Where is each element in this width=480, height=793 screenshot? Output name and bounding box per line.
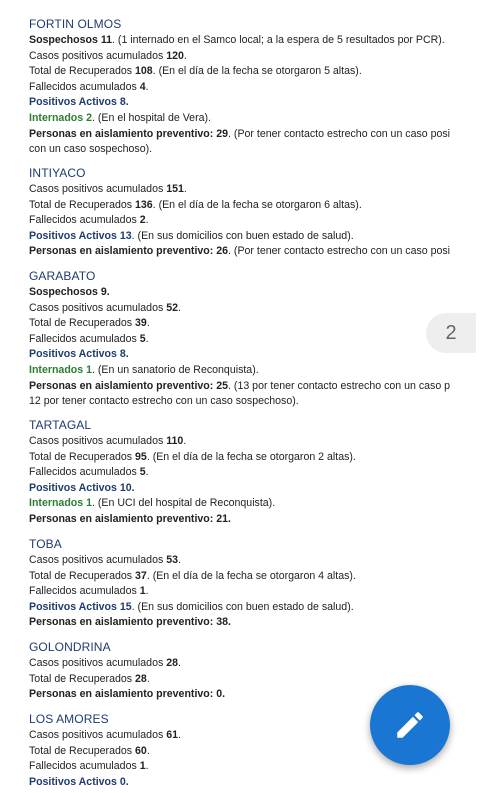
page-number-badge: 2	[426, 313, 476, 353]
section-title: TOBA	[29, 537, 62, 551]
line-positivos-activos: Positivos Activos 0.	[29, 775, 129, 788]
line-positivos-activos: Positivos Activos 13. (En sus domicilios con buen estado de salud).	[29, 229, 354, 242]
line-aislamiento: Personas en aislamiento preventivo: 21.	[29, 512, 231, 525]
section-title: INTIYACO	[29, 166, 86, 180]
line-casos-positivos: Casos positivos acumulados 52.	[29, 301, 181, 314]
section-tartagal	[29, 417, 480, 528]
line-fallecidos: Fallecidos acumulados 5.	[29, 332, 149, 345]
line-aislamiento-cont: 12 por tener contacto estrecho con un caso sospechoso).	[29, 395, 299, 408]
line-fallecidos: Fallecidos acumulados 4.	[29, 80, 149, 93]
line-aislamiento: Personas en aislamiento preventivo: 29. (Por tener contacto estrecho con un caso posi	[29, 127, 451, 140]
line-recuperados: Total de Recuperados 37. (En el día de la fecha se otorgaron 4 altas).	[29, 569, 356, 582]
line-recuperados: Total de Recuperados 136. (En el día de la fecha se otorgaron 6 altas).	[29, 198, 362, 211]
section-title: GARABATO	[29, 269, 96, 283]
line-recuperados: Total de Recuperados 28.	[29, 672, 150, 685]
section-fortin-olmos	[29, 16, 480, 158]
line-positivos-activos: Positivos Activos 15. (En sus domicilios con buen estado de salud).	[29, 600, 354, 613]
line-sospechosos: Sospechosos 11. (1 internado en el Samco local; a la espera de 5 resultados por PCR).	[29, 34, 445, 46]
section-title: FORTIN OLMOS	[29, 17, 122, 31]
line-aislamiento: Personas en aislamiento preventivo: 38.	[29, 616, 231, 629]
section-intiyaco	[29, 165, 480, 260]
line-fallecidos: Fallecidos acumulados 2.	[29, 214, 149, 227]
line-internados: Internados 1. (En UCI del hospital de Reconquista).	[29, 497, 276, 510]
section-title: TARTAGAL	[29, 418, 92, 432]
line-casos-positivos: Casos positivos acumulados 151.	[29, 183, 187, 195]
line-sospechosos: Sospechosos 9.	[29, 286, 110, 298]
line-fallecidos: Fallecidos acumulados 1.	[29, 760, 149, 773]
line-fallecidos: Fallecidos acumulados 1.	[29, 585, 149, 598]
section-garabato	[29, 268, 480, 410]
line-internados: Internados 1. (En un sanatorio de Reconquista).	[29, 363, 259, 376]
edit-fab-button[interactable]	[370, 685, 450, 765]
line-fallecidos: Fallecidos acumulados 5.	[29, 466, 149, 479]
pencil-icon	[393, 708, 427, 742]
line-aislamiento-cont: con un caso sospechoso).	[29, 143, 153, 156]
line-recuperados: Total de Recuperados 95. (En el día de la fecha se otorgaron 2 altas).	[29, 450, 356, 463]
section-title: LOS AMORES	[29, 712, 109, 726]
line-aislamiento: Personas en aislamiento preventivo: 25. (13 por tener contacto estrecho con un caso p	[29, 379, 451, 392]
line-recuperados: Total de Recuperados 39.	[29, 317, 150, 330]
line-casos-positivos: Casos positivos acumulados 61.	[29, 729, 181, 741]
section-title: GOLONDRINA	[29, 640, 111, 654]
line-casos-positivos: Casos positivos acumulados 120.	[29, 49, 187, 62]
line-recuperados: Total de Recuperados 60.	[29, 744, 150, 757]
line-internados: Internados 2. (En el hospital de Vera).	[29, 111, 211, 124]
line-positivos-activos: Positivos Activos 8.	[29, 348, 129, 361]
line-positivos-activos: Positivos Activos 8.	[29, 96, 129, 109]
line-aislamiento: Personas en aislamiento preventivo: 26. (Por tener contacto estrecho con un caso posi	[29, 245, 451, 258]
section-toba	[29, 536, 480, 631]
line-casos-positivos: Casos positivos acumulados 28.	[29, 657, 181, 669]
line-casos-positivos: Casos positivos acumulados 53.	[29, 554, 181, 566]
line-casos-positivos: Casos positivos acumulados 110.	[29, 435, 187, 447]
line-recuperados: Total de Recuperados 108. (En el día de la fecha se otorgaron 5 altas).	[29, 65, 362, 78]
line-positivos-activos: Positivos Activos 10.	[29, 481, 135, 494]
line-aislamiento: Personas en aislamiento preventivo: 0.	[29, 688, 226, 701]
